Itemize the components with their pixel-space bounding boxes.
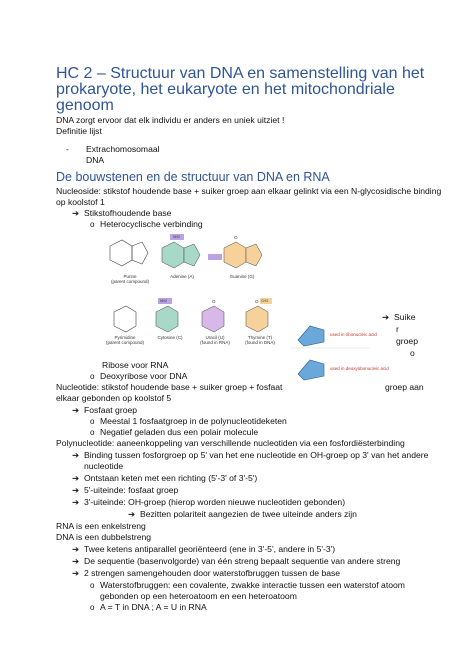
dash-bullet: -: [66, 144, 69, 154]
intro-text: DNA zorgt ervoor dat elk individu er anders en uniek uitziet !: [56, 115, 285, 125]
list-item-stikstof: [72, 208, 171, 219]
adenine-label: Adenine (A): [170, 274, 194, 279]
adenine-top-label: NH2: [173, 235, 181, 239]
arrow-icon: ➔: [72, 208, 80, 218]
ribose-text: Ribose voor RNA: [102, 360, 169, 370]
ribose-ring: [298, 326, 324, 346]
list-item-hetero: [90, 219, 203, 230]
list-item-twee: [72, 544, 335, 555]
list-item-label: Twee ketens antiparallel georiënteerd (ene in 3'-5', andere in 5'-3'): [84, 544, 336, 554]
list-item-water: [90, 580, 405, 591]
list-item-label: 5'-uiteinde: fosfaat groep: [84, 485, 179, 495]
ribose-caption: used in ribonucleic acid: [330, 332, 377, 337]
list-item-uiteinde5: [72, 485, 178, 496]
list-item-label: A = T in DNA ; A = U in RNA: [100, 602, 207, 612]
list-item-deoxy: [90, 371, 187, 382]
sugar-figure: [290, 312, 389, 386]
arrow-icon: ➔: [72, 473, 80, 483]
dash-item-2: DNA: [86, 155, 105, 165]
uracil-label: Uracil (U) (found in RNA): [200, 335, 230, 345]
thymine-label: Thymine (T) (found in DNA): [245, 335, 275, 345]
arrow-icon: ➔: [72, 450, 80, 460]
arrow-icon: ➔: [72, 556, 80, 566]
circle-bullet-icon: o: [90, 372, 95, 381]
arrow-icon: ➔: [72, 485, 80, 495]
list-item-label: Stikstofhoudende base: [84, 208, 172, 218]
list-item-label: Waterstofbruggen: een covalente, zwakke interactie tussen een waterstof atoom: [100, 580, 405, 590]
arrow-icon: ➔: [72, 497, 80, 507]
thymine-methyl-label: CH3: [261, 299, 269, 303]
pyrimidine-figure: [100, 296, 285, 350]
polynucleotide-line: Polynucleotide: aaneenkoppeling van verschillende nucleotiden via een fosfordiësterbinding: [56, 438, 405, 448]
page-title: HC 2 – Structuur van DNA en samenstelling van het prokaryote, het eukaryote en het mitochondriale genoom: [56, 65, 425, 114]
nucleotide-line-1b: groep aan: [385, 382, 424, 392]
deoxyribose-ring: [298, 360, 324, 380]
list-item-uiteinde3: [72, 497, 345, 508]
deoxyribose-caption: used in deoxyribonucleic acid: [330, 366, 389, 371]
circle-bullet-icon: o: [90, 428, 95, 437]
purine-figure: [100, 232, 280, 290]
adenine-molecule: [162, 234, 200, 268]
water-line-2: gebonden op een heteroatoom en een heteroatoom: [100, 591, 297, 601]
circle-bullet-icon: o: [90, 581, 95, 590]
list-item-polariteit: [128, 509, 357, 520]
arrow-icon: ➔: [72, 544, 80, 554]
arrow-icon: ➔: [72, 405, 80, 415]
pyrimidine-parent-molecule: [114, 306, 136, 332]
definition-list-label: Definitie lijst: [56, 126, 102, 136]
uracil-molecule: [202, 306, 224, 332]
purine-parent-label: Purine (parent compound): [110, 274, 150, 284]
list-item-label: Bezitten polariteit aangezien de twee uiteinde anders zijn: [140, 509, 357, 519]
arrow-icon: ➔: [382, 312, 390, 322]
purine-parent-molecule: [110, 240, 148, 266]
circle-bullet-icon: o: [90, 603, 95, 612]
binding-line-2: nucleotide: [84, 461, 124, 471]
list-item-label: Fosfaat groep: [84, 405, 138, 415]
side-r-text: r: [396, 324, 399, 334]
circle-bullet-icon: o: [90, 417, 95, 426]
nucleoside-line-1: Nucleoside: stikstof houdende base + suiker groep aan elkaar gelinkt via een N-glycosidische binding: [56, 186, 442, 196]
side-arrow-item: [382, 312, 416, 323]
list-item-label: Negatief geladen dus een polair molecule: [100, 427, 259, 437]
thymine-molecule: [246, 298, 272, 332]
thymine-top-label: O: [255, 299, 259, 304]
list-item-label: De sequentie (basenvolgorde) van één streng bepaalt sequentie van andere streng: [84, 556, 401, 566]
list-item-label: Deoxyribose voor DNA: [100, 371, 188, 381]
pyrimidine-parent-label: Pyrimidine (parent compound): [105, 335, 145, 345]
side-groep-text: groep: [396, 336, 418, 346]
circle-bullet-icon: o: [90, 220, 95, 229]
dash-item-1: Extrachomosomaal: [86, 144, 160, 154]
list-item-strengen: [72, 568, 340, 579]
list-item-label: 3'-uiteinde: OH-groep (hierop worden nieuwe nucleotiden gebonden): [84, 497, 346, 507]
list-item-at: [90, 602, 207, 613]
cytosine-label: Cytosine (C): [157, 335, 183, 340]
list-item-binding: [72, 450, 428, 461]
list-item-fosfaat: [72, 405, 137, 416]
dna-line: DNA is een dubbelstreng: [56, 532, 152, 542]
guanine-label: Guanine (G): [229, 274, 255, 279]
list-item-label: Meestal 1 fosfaatgroep in de polynucleotideketen: [100, 416, 287, 426]
list-item-sequentie: [72, 556, 400, 567]
nucleotide-line-2: elkaar gebonden op koolstof 5: [56, 393, 172, 403]
rna-line: RNA is een enkelstreng: [56, 521, 146, 531]
list-item-label: Ontstaan keten met een richting (5'-3' of 3'-5'): [84, 473, 258, 483]
list-item-label: 2 strengen samengehouden door waterstofbruggen tussen de base: [84, 568, 341, 578]
uracil-top-label: O: [212, 299, 216, 304]
ribose-deoxyribose-image: [290, 312, 370, 386]
nucleoside-line-2: op koolstof 1: [56, 197, 105, 207]
arrow-icon: ➔: [128, 509, 136, 519]
cytosine-top-label: NH2: [160, 299, 168, 303]
cytosine-molecule: [156, 298, 178, 332]
side-suiker-text: Suike: [394, 312, 416, 322]
guanine-top-label: O: [234, 235, 238, 240]
section-heading: De bouwstenen en de structuur van DNA en RNA: [56, 170, 330, 184]
nucleotide-line-1: Nucleotide: stikstof houdende base + suiker groep + fosfaat: [56, 382, 283, 392]
list-item-fosf-sub1: [90, 416, 287, 427]
list-item-label: Binding tussen fosforgroep op 5' van het ene nucleotide en OH-groep op 3' van het andere: [84, 450, 429, 460]
list-item-label: Heterocyclische verbinding: [100, 219, 203, 229]
guanine-molecule: [208, 242, 262, 268]
list-item-ontstaan: [72, 473, 257, 484]
arrow-icon: ➔: [72, 568, 80, 578]
list-item-fosf-sub2: [90, 427, 258, 438]
side-circle-bullet: o: [410, 348, 415, 358]
